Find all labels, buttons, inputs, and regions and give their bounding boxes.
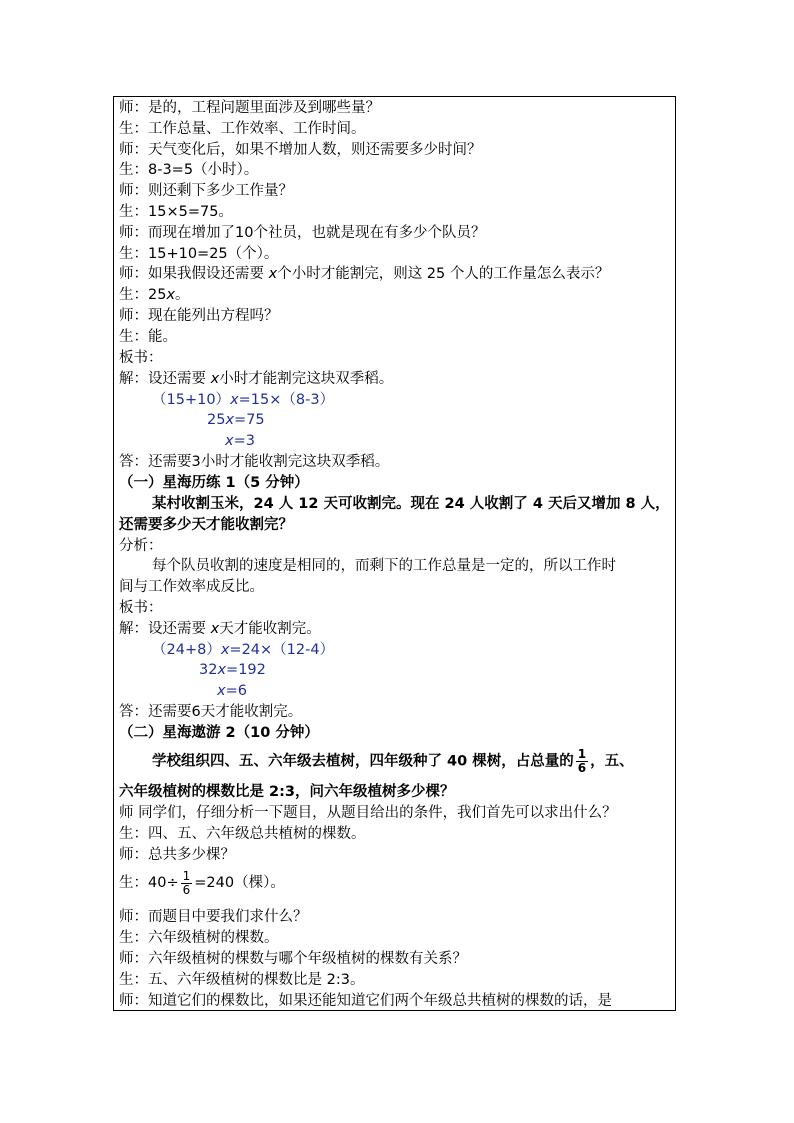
- text-segment: =192: [226, 662, 266, 678]
- text-segment: =24×（12-4）: [229, 642, 335, 658]
- dialogue-line: 生：五、六年级植树的棵数比是 2:3。: [119, 972, 365, 988]
- equation-line: [225, 431, 255, 451]
- equation-line: [207, 410, 265, 430]
- equation-line: [152, 390, 334, 410]
- fraction: [181, 870, 193, 897]
- variable-x: x: [217, 662, 227, 678]
- dialogue-line: 师：现在能列出方程吗？: [119, 308, 279, 324]
- dialogue-line: 生：8-3=5（小时）。: [119, 162, 259, 178]
- dialogue-line: 师：则还剩下多少工作量？: [119, 183, 293, 199]
- dialogue-line: 师：六年级植树的棵数与哪个年级植树的棵数有关系？: [119, 951, 467, 967]
- text-segment: （15+10）: [152, 392, 231, 408]
- dialogue-line: [119, 868, 285, 898]
- dialogue-line: 生：四、五、六年级总共植树的棵数。: [119, 826, 366, 842]
- fraction-numerator: 1: [182, 868, 191, 883]
- text-segment: =240（棵）。: [194, 875, 285, 891]
- text-segment: =15×（8-3）: [238, 392, 335, 408]
- variable-x: x: [210, 371, 220, 387]
- variable-x: x: [166, 287, 176, 303]
- fraction: [576, 748, 588, 775]
- variable-x: x: [225, 433, 234, 449]
- analysis-text: 间与工作效率成反比。: [119, 579, 264, 595]
- fraction-denominator: 6: [577, 761, 587, 775]
- analysis-label: 分析：: [119, 538, 163, 554]
- text-segment: 解：设还需要: [119, 371, 211, 387]
- dialogue-line: 师：而现在增加了10个社员，也就是现在有多少个队员？: [119, 225, 486, 241]
- dialogue-line: 生：15×5=75。: [119, 204, 233, 220]
- problem-text: 某村收割玉米，24 人 12 天可收割完。现在 24 人收割了 4 天后又增加 8 人，: [152, 496, 670, 512]
- section-heading: （一）星海历练 1（5 分钟）: [119, 475, 309, 491]
- section-heading: （二）星海遨游 2（10 分钟）: [119, 725, 319, 741]
- text-segment: 天才能收割完。: [219, 621, 321, 637]
- dialogue-line: 生：15+10=25（个）。: [119, 246, 279, 262]
- text-segment: ，五、: [590, 753, 634, 770]
- text-segment: 师：如果我假设还需要: [119, 266, 269, 282]
- text-segment: 生：40÷: [119, 875, 179, 891]
- dialogue-line: [119, 264, 609, 284]
- text-segment: 解：设还需要: [119, 621, 211, 637]
- text-segment: 小时才能割完这块双季稻。: [219, 371, 394, 387]
- dialogue-line: 生：能。: [119, 329, 177, 345]
- problem-text: 六年级植树的棵数比是 2:3，问六年级植树多少棵？: [119, 784, 455, 800]
- variable-x: x: [268, 266, 278, 282]
- variable-x: x: [210, 621, 220, 637]
- text-segment: 32: [199, 662, 218, 678]
- dialogue-line: 生：工作总量、工作效率、工作时间。: [119, 121, 366, 137]
- variable-x: x: [217, 683, 226, 699]
- variable-x: x: [220, 642, 230, 658]
- problem-text: 还需要多少天才能收割完？: [119, 517, 293, 533]
- equation-line: [199, 660, 266, 680]
- text-segment: 。: [175, 287, 190, 303]
- board-label: 板书：: [119, 600, 163, 616]
- dialogue-line: 生：六年级植树的棵数。: [119, 930, 279, 946]
- solution-line: [119, 619, 321, 639]
- analysis-text: 每个队员收割的速度是相同的，而剩下的工作总量是一定的，所以工作时: [152, 558, 616, 574]
- dialogue-line: 师：总共多少棵？: [119, 847, 235, 863]
- variable-x: x: [230, 392, 239, 408]
- text-segment: 生：25: [119, 287, 167, 303]
- text-segment: （24+8）: [152, 642, 221, 658]
- variable-x: x: [225, 412, 235, 428]
- dialogue-line: [119, 285, 190, 305]
- text-segment: =75: [234, 412, 265, 428]
- board-label: 板书：: [119, 350, 163, 366]
- dialogue-line: 师：而题目中要我们求什么？: [119, 909, 308, 925]
- dialogue-line: 师：天气变化后，如果不增加人数，则还需要多少时间？: [119, 142, 482, 158]
- text-segment: 学校组织四、五、六年级去植树，四年级种了 40 棵树，占总量的: [152, 753, 574, 770]
- text-segment: 个小时才能割完，则这 25 个人的工作量怎么表示？: [277, 266, 610, 282]
- answer-line: 答：还需要6天才能收割完。: [119, 704, 303, 720]
- text-segment: 25: [207, 412, 226, 428]
- equation-line: [217, 681, 247, 701]
- dialogue-line: 师 同学们，仔细分析一下题目，从题目给出的条件，我们首先可以求出什么？: [119, 805, 617, 821]
- dialogue-line: 师：知道它们的棵数比，如果还能知道它们两个年级总共植树的棵数的话，是: [119, 993, 612, 1009]
- equation-line: [152, 640, 334, 660]
- solution-line: [119, 369, 393, 389]
- dialogue-line: 师：是的，工程问题里面涉及到哪些量？: [119, 100, 380, 116]
- fraction-numerator: 1: [577, 747, 587, 761]
- text-segment: =3: [233, 433, 255, 449]
- text-segment: =6: [225, 683, 247, 699]
- problem-text: [152, 748, 634, 775]
- fraction-denominator: 6: [182, 882, 191, 897]
- answer-line: 答：还需要3小时才能收割完这块双季稻。: [119, 454, 390, 470]
